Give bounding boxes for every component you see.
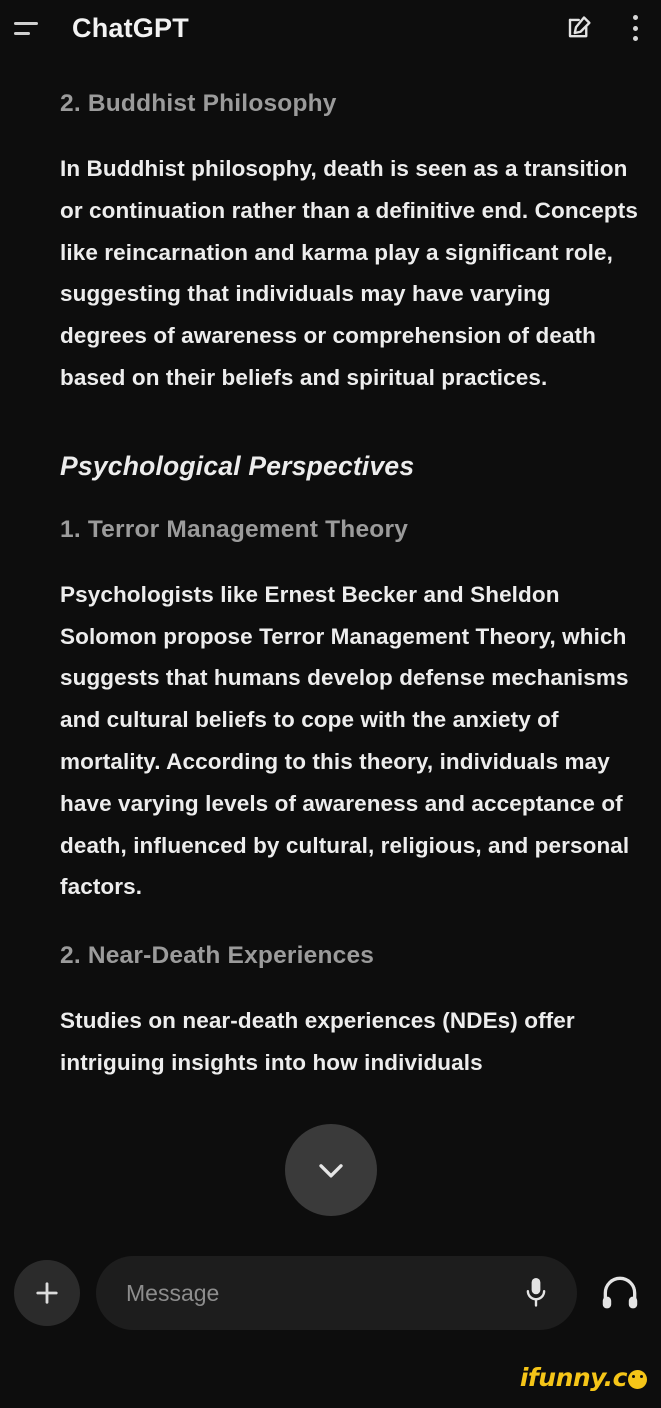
message-input-container[interactable]	[96, 1256, 577, 1330]
microphone-icon[interactable]	[521, 1274, 551, 1312]
section-heading-terror-management-theory: 1. Terror Management Theory	[60, 515, 409, 543]
section-heading-buddhist-philosophy: 2. Buddhist Philosophy	[60, 90, 337, 117]
paragraph-terror-management-theory: Psychologists like Ernest Becker and Sheldon Solomon propose Terror Management Theory, which suggests that humans develop defense mechanisms and cultural beliefs to cope with the anxiety of mortality. According to this theory, individuals may have varying levels of awareness and acceptance of death, influenced by cultural, religious, and personal factors.	[60, 581, 630, 900]
ifunny-watermark	[520, 1363, 647, 1392]
system-navigation-bar	[0, 1352, 661, 1408]
message-composer	[0, 1234, 661, 1352]
paragraph-near-death-experiences: Studies on near-death experiences (NDEs) offer intriguing insights into how individuals	[60, 1008, 575, 1075]
add-attachment-button[interactable]	[14, 1260, 80, 1326]
more-options-icon[interactable]	[631, 12, 639, 44]
section-heading-near-death-experiences: 2. Near-Death Experiences	[60, 942, 375, 970]
page-title: ChatGPT	[72, 12, 189, 43]
paragraph-buddhist-philosophy: In Buddhist philosophy, death is seen as a transition or continuation rather than a definitive end. Concepts like reincarnation and karma play a significant role, suggesting that individuals may have varying degrees of awareness or comprehension of death based on their beliefs and spiritual practices.	[60, 156, 638, 390]
plus-icon	[30, 1276, 64, 1310]
voice-mode-button[interactable]	[593, 1266, 647, 1320]
conversation-scroll-area[interactable]	[0, 56, 661, 1234]
new-chat-icon[interactable]	[565, 13, 595, 43]
message-input[interactable]	[126, 1280, 521, 1307]
chevron-down-icon	[311, 1150, 351, 1190]
watermark-text: ifunny.c	[519, 1363, 627, 1392]
hamburger-menu-icon[interactable]	[14, 12, 46, 44]
section-heading-psychological-perspectives: Psychological Perspectives	[60, 450, 415, 481]
scroll-to-bottom-button[interactable]	[285, 1124, 377, 1216]
top-app-bar	[0, 0, 661, 56]
watermark-face-icon	[628, 1370, 647, 1389]
headphones-icon	[598, 1271, 642, 1315]
